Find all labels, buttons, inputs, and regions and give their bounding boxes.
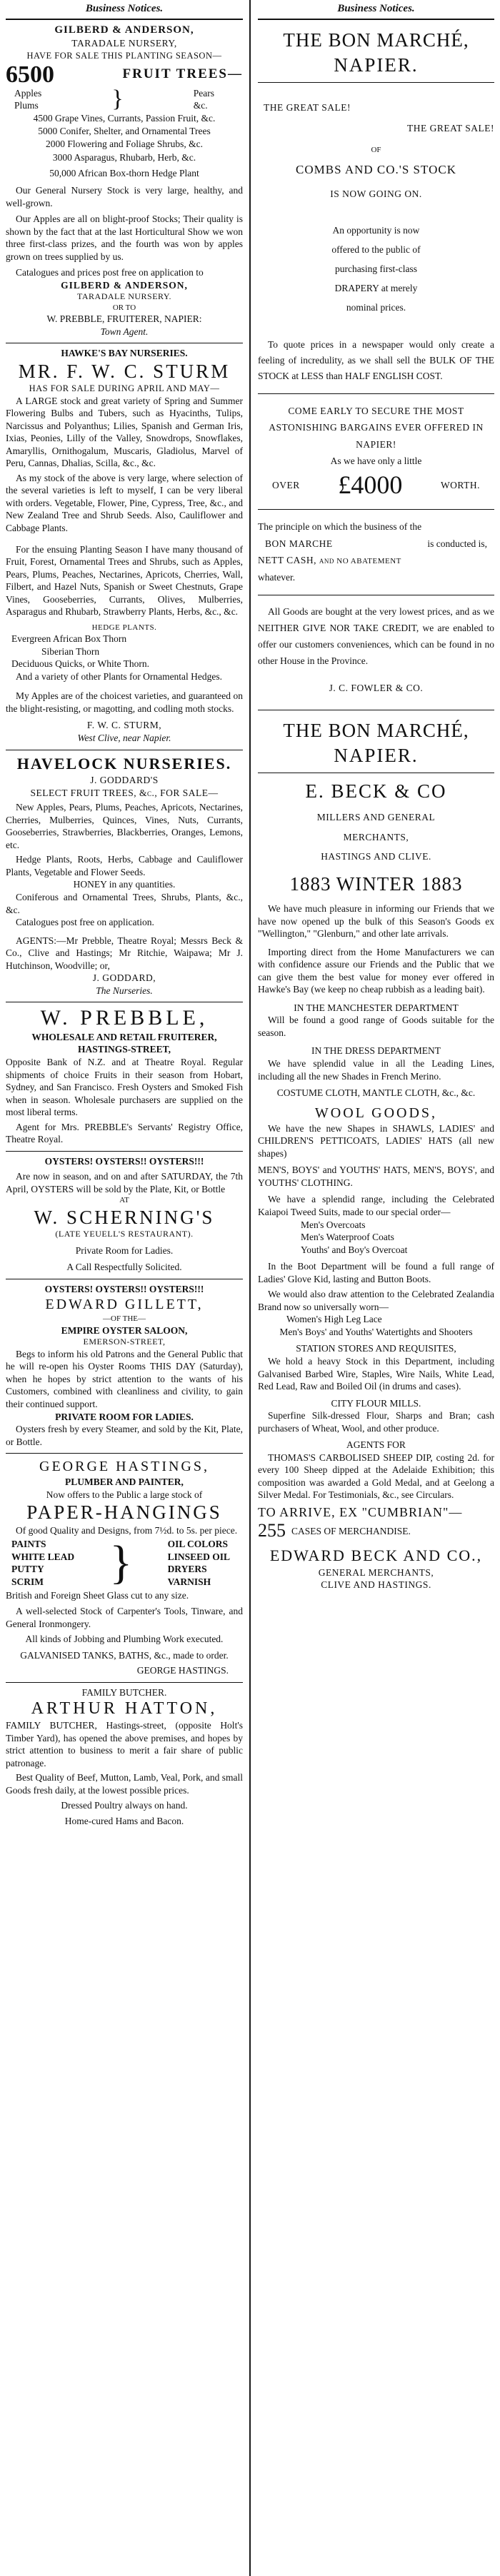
body-paragraph: We have a splendid range, including the Celebrated Kaiapoi Tweed Suits, made to our special order— bbox=[258, 1194, 494, 1217]
oysters-heading: OYSTERS! OYSTERS!! OYSTERS!!! bbox=[44, 1155, 204, 1167]
apples-label: Apples bbox=[14, 87, 42, 99]
signature-place: CLIVE AND HASTINGS. bbox=[321, 1579, 431, 1591]
body-paragraph: Home-cured Hams and Bacon. bbox=[64, 1815, 184, 1826]
body-paragraph: We have much pleasure in informing our Friends that we have now opened up the bulk of this Season's Goods ex "Wellington," "Glenburn," and other late arrivals. bbox=[258, 903, 494, 940]
paper-hangings-heading: PAPER-HANGINGS bbox=[26, 1501, 222, 1524]
whatever-label: whatever. bbox=[258, 572, 296, 583]
signature: F. W. C. STURM, bbox=[86, 720, 162, 731]
private-room-line: Private Room for Ladies. bbox=[75, 1244, 174, 1256]
winter-heading: 1883 WINTER 1883 bbox=[289, 872, 463, 895]
body-paragraph: Agent for Mrs. PREBBLE's Servants' Registry Office, Theatre Royal. bbox=[6, 1121, 243, 1145]
body-paragraph: Best Quality of Beef, Mutton, Lamb, Veal, Pork, and small Goods fresh daily, at the lowest possible prices. bbox=[6, 1772, 243, 1796]
advert-gillett bbox=[6, 1279, 243, 1454]
body-paragraph: Dressed Poultry always on hand. bbox=[61, 1800, 188, 1811]
signature: GEORGE HASTINGS. bbox=[136, 1665, 229, 1676]
private-room-line: PRIVATE ROOM FOR LADIES. bbox=[55, 1411, 194, 1422]
body-paragraph: The principle on which the business of the bbox=[258, 521, 422, 533]
hedge-line: And a variety of other Plants for Ornamental Hedges. bbox=[16, 670, 223, 682]
mills-heading: CITY FLOUR MILLS. bbox=[331, 1397, 421, 1409]
brace-glyph: } bbox=[111, 86, 124, 113]
etc-label: &c. bbox=[193, 100, 208, 111]
places-line: HASTINGS AND CLIVE. bbox=[321, 851, 431, 862]
body-paragraph: We hold a heavy Stock in this Department, including Galvanised Barbed Wire, Staples, Wire Nails, White Lead, Red Lead, Raw and Boiled Oil (in drums and cases). bbox=[258, 1355, 494, 1392]
brace-glyph: } bbox=[109, 1536, 133, 1589]
body-paragraph: Now offers to the Public a large stock of bbox=[46, 1489, 203, 1500]
stock-amount: £4000 bbox=[338, 471, 403, 500]
oysters-heading: OYSTERS! OYSTERS!! OYSTERS!!! bbox=[44, 1283, 204, 1294]
opportunity-line: An opportunity is now bbox=[332, 224, 420, 236]
body-paragraph: GALVANISED TANKS, BATHS, &c., made to order. bbox=[20, 1649, 229, 1661]
hedge-line: Evergreen African Box Thorn bbox=[11, 633, 127, 645]
costume-line: COSTUME CLOTH, MANTLE CLOTH, &c., &c. bbox=[276, 1087, 476, 1099]
body-paragraph: Superfine Silk-dressed Flour, Sharps and Bran; cash purchasers of Wheat, Wool, and other produce. bbox=[258, 1410, 494, 1434]
sale-line: HAS FOR SALE DURING APRIL AND MAY— bbox=[29, 383, 220, 394]
body-paragraph: Are now in season, and on and after SATURDAY, the 7th April, OYSTERS will be sold by the Plate, Kit, or Bottle bbox=[6, 1171, 243, 1194]
stock-line: 5000 Conifer, Shelter, and Ornamental Trees bbox=[38, 126, 211, 137]
bon-marche-label: BON MARCHE bbox=[265, 538, 333, 549]
great-sale-line: THE GREAT SALE! bbox=[264, 101, 351, 113]
body-paragraph: We have the new Shapes in SHAWLS, LADIES' and CHILDREN'S PETTICOATS, LADIES' HATS (all new shapes) bbox=[258, 1122, 494, 1159]
signature-place: West Clive, near Napier. bbox=[77, 732, 171, 743]
right-column bbox=[251, 0, 500, 2576]
over-label: OVER bbox=[272, 479, 300, 490]
paint-item: PAINTS bbox=[11, 1539, 46, 1550]
cases-text: CASES OF MERCHANDISE. bbox=[291, 1525, 411, 1536]
body-paragraph: All kinds of Jobbing and Plumbing Work executed. bbox=[25, 1634, 224, 1645]
signature: J. C. FOWLER & CO. bbox=[329, 683, 424, 694]
body-paragraph: We would also draw attention to the Celebrated Zealandia Brand now so universally worn— bbox=[258, 1289, 494, 1312]
advertiser-name: E. BECK & CO bbox=[305, 780, 447, 803]
body-paragraph: We have splendid value in all the Leading Lines, including all the new Shades in French Merino. bbox=[258, 1058, 494, 1082]
hedge-line: Siberian Thorn bbox=[41, 645, 100, 657]
body-paragraph: All Goods are bought at the very lowest prices, and as we NEITHER GIVE NOR TAKE CREDIT, we are enabled to offer our customers conveniences, which can be found in no other House in the Province. bbox=[258, 605, 494, 666]
body-paragraph: Our General Nursery Stock is very large, healthy, and well-grown. bbox=[6, 184, 243, 208]
paints-table bbox=[6, 1536, 243, 1589]
plums-label: Plums bbox=[14, 100, 39, 111]
advertiser-name: ARTHUR HATTON, bbox=[31, 1699, 218, 1719]
boot-line: Men's Boys' and Youths' Watertights and Shooters bbox=[279, 1326, 473, 1337]
tree-count: 6500 bbox=[6, 61, 54, 88]
paint-item: WHITE LEAD bbox=[11, 1551, 75, 1562]
advertiser-name: W. SCHERNING'S bbox=[34, 1206, 215, 1228]
body-paragraph: HONEY in any quantities. bbox=[73, 879, 176, 890]
mens-line: MEN'S, BOYS' and YOUTHS' HATS, MEN'S, BOYS', and YOUTHS' CLOTHING. bbox=[258, 1164, 494, 1188]
trade-line: WHOLESALE AND RETAIL FRUITERER, HASTINGS-STREET, bbox=[31, 1031, 217, 1055]
no-abatement-label: NO ABATEMENT bbox=[336, 557, 401, 566]
oil-item: VARNISH bbox=[167, 1576, 211, 1587]
millers-line: MILLERS AND GENERAL bbox=[316, 812, 436, 823]
body-paragraph: FAMILY BUTCHER, Hastings-street, (opposite Holt's Timber Yard), has opened the above premises, and hopes by strict attention to business to merit a fair share of public patronage. bbox=[6, 1720, 243, 1769]
body-paragraph: THOMAS'S CARBOLISED SHEEP DIP, costing 2d. for every 100 Sheep dipped at the Adelaide Exhibition; this composition was awarded a Gold Medal, and at Geelong a Silver Medal. For Testimonials, &c., see Circulars. bbox=[258, 1451, 494, 1501]
advertiser-name: GEORGE HASTINGS, bbox=[39, 1459, 209, 1475]
body-paragraph: Catalogues post free on application. bbox=[16, 917, 154, 928]
agents-heading: AGENTS FOR bbox=[346, 1439, 406, 1451]
advertiser-name: W. PREBBLE, bbox=[40, 1006, 209, 1030]
body-paragraph: Importing direct from the Home Manufacturers we can with confidence assure our Friends and the Public that we can give them the best value for money ever offered in Hawke's Bay (we keep no cheap rubbish as a leading bait). bbox=[258, 946, 494, 995]
boot-line: Women's High Leg Lace bbox=[286, 1314, 382, 1325]
worth-label: WORTH. bbox=[440, 479, 480, 490]
body-paragraph: Of good Quality and Designs, from 7½d. to 5s. per piece. bbox=[16, 1524, 238, 1536]
body-paragraph: In the Boot Department will be found a full range of Ladies' Glove Kid, lasting and Button Boots. bbox=[258, 1261, 494, 1284]
nursery-name: TARADALE NURSERY, bbox=[71, 38, 177, 49]
paint-item: PUTTY bbox=[11, 1564, 44, 1575]
saloon-street: EMERSON-STREET, bbox=[83, 1337, 166, 1347]
fruit-trees-heading: FRUIT TREES— bbox=[122, 66, 243, 82]
trade-heading: FAMILY BUTCHER. bbox=[81, 1686, 167, 1698]
advertiser-name: MR. F. W. C. STURM bbox=[18, 360, 231, 382]
signature: EDWARD BECK AND CO., bbox=[269, 1546, 483, 1564]
overcoat-line: Men's Overcoats bbox=[301, 1219, 366, 1230]
signature: J. GODDARD, bbox=[92, 972, 156, 984]
overcoat-line: Youths' and Boy's Overcoat bbox=[301, 1244, 408, 1255]
call-line: A Call Respectfully Solicited. bbox=[66, 1262, 182, 1273]
advertiser-subtitle: (LATE YEUELL'S RESTAURANT). bbox=[55, 1229, 194, 1239]
advert-george-hastings bbox=[6, 1454, 243, 1683]
town-agent-label: Town Agent. bbox=[100, 326, 149, 337]
body-paragraph: Begs to inform his old Patrons and the General Public that he will re-open his Oyster Rooms THIS DAY (Saturday), when he hopes by strict attention to the wants of his Customers, combined with cleanliness and civility, to gain their continued support. bbox=[6, 1348, 243, 1409]
overcoat-line: Men's Waterproof Coats bbox=[301, 1232, 394, 1243]
body-paragraph: My Apples are of the choicest varieties, and guaranteed on the blight-resisting, or magotting, and codling moth stocks. bbox=[6, 690, 243, 714]
also-line: As we have only a little bbox=[330, 456, 422, 467]
stock-line: 50,000 African Box-thorn Hedge Plant bbox=[49, 167, 199, 178]
right-column-header: Business Notices. bbox=[258, 0, 494, 20]
store-title: THE BON MARCHÉ, bbox=[283, 720, 469, 741]
oil-item: LINSEED OIL bbox=[167, 1551, 230, 1562]
stock-line: 4500 Grape Vines, Currants, Passion Fruit, &c. bbox=[33, 112, 216, 124]
cases-number: 255 bbox=[258, 1520, 286, 1541]
advertiser-name: GILBERD & ANDERSON, bbox=[54, 24, 194, 36]
left-column-header: Business Notices. bbox=[6, 0, 243, 20]
conducted-label: is conducted is, bbox=[427, 538, 487, 549]
body-paragraph: A LARGE stock and great variety of Spring and Summer Flowering Bulbs and Tubers, such as Hyacinths, Tulips, Narcissus and Polyanthus; Lilies, Spanish and German Iris, Ixias, Peonies, Lilly of the Valley, Snowdrops, Snowflakes, Amaryllis, Ornithogalum, Muscaris, Gladiolus, Marvel of Peru, Cannas, Dhalias, Scilla, &c., &c. bbox=[6, 395, 243, 469]
sale-line: SELECT FRUIT TREES, &c., FOR SALE— bbox=[30, 787, 219, 798]
body-paragraph: Will be found a good range of Goods suitable for the season. bbox=[258, 1015, 494, 1038]
advert-scherning bbox=[6, 1152, 243, 1279]
great-sale-line: THE GREAT SALE! bbox=[407, 123, 494, 134]
stock-heading: COMBS AND CO.'S STOCK bbox=[296, 163, 456, 177]
going-on-line: IS NOW GOING ON. bbox=[330, 188, 422, 200]
sale-line: HAVE FOR SALE THIS PLANTING SEASON— bbox=[26, 50, 222, 61]
advert-bon-marche-fowler bbox=[258, 20, 494, 711]
oil-item: OIL COLORS bbox=[167, 1539, 228, 1550]
signature-trade: GENERAL MERCHANTS, bbox=[318, 1566, 434, 1578]
signature-place: TARADALE NURSERY. bbox=[77, 291, 171, 302]
at-label: AT bbox=[119, 1196, 129, 1205]
nursery-title: HAWKE'S BAY NURSERIES. bbox=[61, 348, 188, 359]
dept-heading: IN THE MANCHESTER DEPARTMENT bbox=[294, 1002, 459, 1013]
advert-sturm bbox=[6, 343, 243, 750]
body-paragraph: Opposite Bank of N.Z. and at Theatre Royal. Regular shipments of choice Fruits in their season from Hobart, Sydney, and San Francisco. Fresh Oysters and Smoked Fish when in season. Wholesale purchasers are supplied on the most liberal terms. bbox=[6, 1056, 243, 1118]
arrive-line: TO ARRIVE, EX "CUMBRIAN"— bbox=[258, 1504, 463, 1519]
advert-prebble bbox=[6, 1002, 243, 1151]
trade-line: PLUMBER AND PAINTER, bbox=[65, 1476, 184, 1488]
signature-place: The Nurseries. bbox=[96, 985, 153, 996]
merchants-line: MERCHANTS, bbox=[343, 831, 409, 842]
stock-line: 3000 Asparagus, Rhubarb, Herb, &c. bbox=[52, 151, 196, 163]
body-paragraph: Coniferous and Ornamental Trees, Shrubs, Plants, &c., &c. bbox=[6, 892, 243, 915]
advert-havelock bbox=[6, 750, 243, 1003]
of-label: OF bbox=[371, 145, 381, 154]
nursery-title: HAVELOCK NURSERIES. bbox=[16, 754, 232, 773]
stock-line: 2000 Flowering and Foliage Shrubs, &c. bbox=[45, 139, 204, 150]
body-paragraph: Our Apples are all on blight-proof Stocks; Their quality is shown by the fact that at the last Horticultural Show we won three first-class prizes, and the fourth was won by apples grown on trees supplied by us. bbox=[6, 213, 243, 262]
dept-heading: IN THE DRESS DEPARTMENT bbox=[311, 1045, 441, 1057]
woollen-heading: WOOL GOODS, bbox=[314, 1105, 438, 1121]
opportunity-line: DRAPERY at merely bbox=[334, 282, 418, 293]
body-paragraph: Hedge Plants, Roots, Herbs, Cabbage and Cauliflower Plants, Vegetable and Flower Seeds. bbox=[6, 854, 243, 877]
saloon-name: EMPIRE OYSTER SALOON, bbox=[61, 1324, 188, 1336]
store-title: THE BON MARCHÉ, bbox=[283, 29, 469, 51]
body-paragraph: To quote prices in a newspaper would only create a feeling of incredulity, as we shall sell the BULK OF THE STOCK at LESS than HALF ENGLISH COST. bbox=[258, 338, 494, 382]
advertiser-name: J. GODDARD'S bbox=[90, 775, 159, 786]
hedge-line: Deciduous Quicks, or White Thorn. bbox=[11, 658, 149, 670]
body-paragraph: A well-selected Stock of Carpenter's Tools, Tinware, and General Ironmongery. bbox=[6, 1605, 243, 1629]
opportunity-line: nominal prices. bbox=[346, 301, 406, 313]
advertiser-name: EDWARD GILLETT, bbox=[45, 1297, 204, 1313]
body-paragraph: Oysters fresh by every Steamer, and sold by the Kit, Plate, or Bottle. bbox=[6, 1424, 243, 1447]
come-early-line: COME EARLY TO SECURE THE MOST ASTONISHING BARGAINS EVER OFFERED IN NAPIER! bbox=[269, 405, 484, 450]
store-city: NAPIER. bbox=[334, 54, 419, 76]
signature: GILBERD & ANDERSON, bbox=[61, 279, 188, 291]
advert-gilberd-anderson bbox=[6, 20, 243, 344]
agents-paragraph: AGENTS:—Mr Prebble, Theatre Royal; Messrs Beck & Co., Clive and Hastings; Mr Ritchie, Waipawa; Mr J. Hutchinson, Woodville; or, bbox=[6, 935, 243, 971]
town-agent-name: W. PREBBLE, FRUITERER, NAPIER: bbox=[46, 313, 202, 325]
oil-item: DRYERS bbox=[167, 1564, 207, 1575]
advert-hatton bbox=[6, 1683, 243, 1833]
pears-label: Pears bbox=[193, 87, 214, 99]
opportunity-line: purchasing first-class bbox=[334, 263, 418, 274]
nett-cash-label: NETT CASH, and bbox=[258, 555, 334, 566]
advert-beck-co bbox=[258, 710, 494, 1596]
store-city: NAPIER. bbox=[334, 745, 419, 767]
body-paragraph: New Apples, Pears, Plums, Peaches, Apricots, Nectarines, Cherries, Mulberries, Quinces, Vines, Nuts, Currants, Gooseberries, Strawberries, Blackberries, Oranges, Lemons, etc. bbox=[6, 802, 243, 850]
opportunity-line: offered to the public of bbox=[331, 243, 421, 255]
signature-or: OR TO bbox=[112, 303, 136, 312]
body-paragraph: Catalogues and prices post free on application to bbox=[16, 267, 204, 278]
body-paragraph: British and Foreign Sheet Glass cut to any size. bbox=[6, 1590, 189, 1601]
paint-item: SCRIM bbox=[11, 1576, 44, 1587]
hedge-title: HEDGE PLANTS. bbox=[91, 623, 157, 632]
body-paragraph: As my stock of the above is very large, where selection of the several varieties is left to myself, I can be very liberal with orders. Vegetable, Flower, Pine, Cypress, Tree, &c., and New Zealand Tree and Shrub Seeds. Also, Cauliflower and Cabbage Plants. bbox=[6, 472, 243, 533]
of-the-label: —OF THE— bbox=[103, 1314, 146, 1324]
body-paragraph: For the ensuing Planting Season I have many thousand of Fruit, Forest, Ornamental Trees and Shrubs, such as Apples, Pears, Plums, Peaches, Nectarines, Apricots, Cherries, Wall, Filbert, and Hazel Nuts, Spanish or Sweet Chestnuts, Grape Vines, Gooseberries, Currants, Olives, Mulberries, Asparagus and Rhubarb, Strawberry Plants, Herbs, &c., &c. bbox=[6, 543, 243, 618]
station-heading: STATION STORES AND REQUISITES, bbox=[296, 1343, 456, 1354]
